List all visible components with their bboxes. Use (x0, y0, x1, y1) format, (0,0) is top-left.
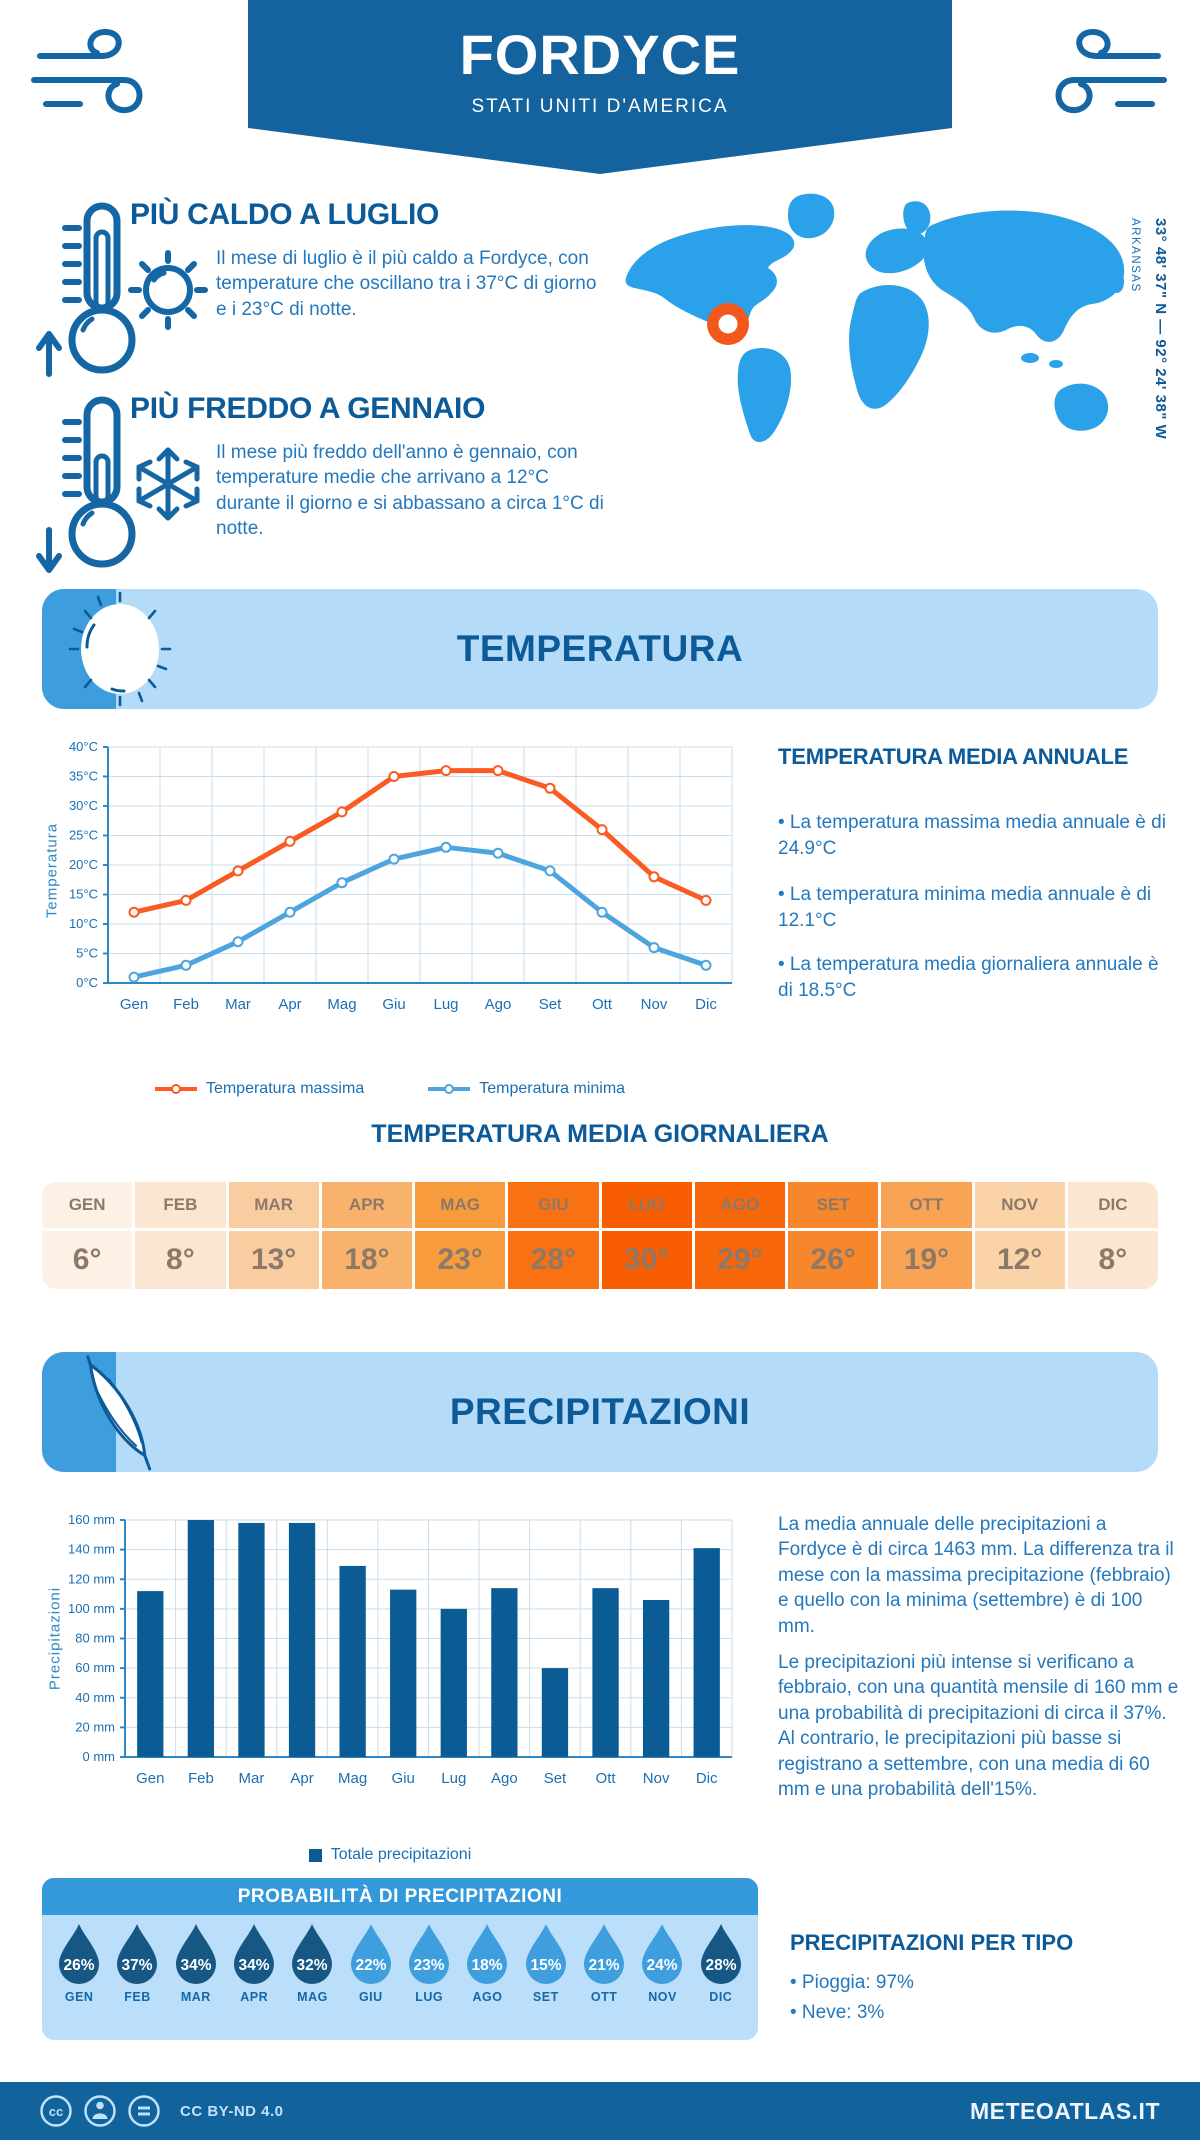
svg-text:28%: 28% (705, 1957, 737, 1974)
svg-text:Set: Set (538, 996, 562, 1013)
annual-bullet: • La temperatura minima media annuale è di 12.1°C (778, 884, 1152, 931)
table-month-header: GEN (42, 1182, 132, 1228)
probability-droplet (692, 1922, 750, 2004)
probability-droplet (342, 1922, 400, 2004)
svg-text:40 mm: 40 mm (75, 1689, 115, 1705)
section-precipitation-title: PRECIPITAZIONI (449, 1391, 751, 1432)
svg-text:Mar: Mar (225, 996, 251, 1013)
table-month-header: FEB (135, 1182, 225, 1228)
svg-text:34%: 34% (180, 1957, 212, 1974)
svg-text:Lug: Lug (441, 1770, 467, 1787)
droplet-month-label: OTT (590, 1990, 618, 2004)
table-month-header: GIU (508, 1182, 598, 1228)
temperature-chart-legend (40, 1080, 740, 1098)
svg-text:Mag: Mag (327, 996, 357, 1013)
droplet-month-label: AGO (472, 1990, 503, 2004)
license-badge[interactable] (38, 2093, 284, 2129)
svg-text:Set: Set (543, 1770, 567, 1787)
table-temperature-value: 26° (788, 1231, 878, 1289)
table-temperature-value: 8° (1068, 1231, 1158, 1289)
table-month-header: NOV (975, 1182, 1065, 1228)
table-temperature-value: 19° (881, 1231, 971, 1289)
table-temperature-value: 28° (508, 1231, 598, 1289)
probability-droplet (108, 1922, 166, 2004)
svg-text:Lug: Lug (433, 996, 459, 1013)
svg-text:120 mm: 120 mm (68, 1571, 115, 1587)
svg-text:15°C: 15°C (68, 886, 98, 902)
precipitation-paragraph: La media annuale delle precipitazioni a Fordyce è di circa 1463 mm. La differenza tra il mese con la massima precipitazione (febbraio) e quello con la minima (settembre) è di 100 mm. (778, 1514, 1174, 1637)
svg-text:Nov: Nov (642, 1770, 670, 1787)
cc-nd-icon (126, 2093, 162, 2129)
location-coordinates (1124, 218, 1172, 568)
svg-text:Feb: Feb (173, 996, 199, 1013)
svg-text:Giu: Giu (382, 996, 406, 1013)
table-month-header: SET (788, 1182, 878, 1228)
table-month-header: DIC (1068, 1182, 1158, 1228)
svg-text:20 mm: 20 mm (75, 1719, 115, 1735)
table-month-header: LUG (602, 1182, 692, 1228)
section-precipitation-band (42, 1352, 1158, 1472)
table-temperature-value: 6° (42, 1231, 132, 1289)
svg-text:Mar: Mar (238, 1770, 265, 1787)
svg-text:23%: 23% (413, 1957, 445, 1974)
svg-text:cc: cc (48, 2104, 64, 2119)
precipitation-paragraph: Le precipitazioni più intense si verificano a febbraio, con una quantità mensile di 160 mm e una probabilità di precipitazioni di circa il 37%. Al contrario, le precipitazioni più basse si registrano a settembre, con una media di 60 mm e una probabilità dell'15%. (778, 1652, 1179, 1801)
svg-text:10°C: 10°C (68, 916, 98, 931)
svg-text:21%: 21% (588, 1957, 620, 1974)
wind-gust-icon (26, 22, 146, 127)
footer-bar (0, 2082, 1200, 2140)
cold-month-title: PIÙ FREDDO A GENNAIO (130, 392, 486, 425)
probability-droplet (575, 1922, 633, 2004)
precipitation-chart-legend (40, 1846, 740, 1864)
droplet-month-label: SET (532, 1990, 559, 2004)
site-link[interactable]: METEOATLAS.IT (969, 2097, 1160, 2124)
svg-text:Ott: Ott (591, 996, 613, 1013)
precipitation-type-item: • Pioggia: 97% (790, 1972, 914, 1993)
svg-text:25°C: 25°C (68, 827, 98, 843)
svg-text:30°C: 30°C (68, 798, 98, 813)
daily-temperature-table (42, 1182, 1158, 1289)
droplet-month-label: APR (240, 1990, 269, 2004)
svg-text:60 mm: 60 mm (75, 1660, 115, 1676)
svg-text:Gen: Gen (119, 996, 149, 1013)
svg-text:35°C: 35°C (68, 768, 98, 784)
section-temperature-title: TEMPERATURA (456, 628, 744, 669)
precipitation-chart-ylabel: Precipitazioni (46, 1586, 64, 1691)
svg-text:20°C: 20°C (68, 857, 98, 872)
table-temperature-value: 23° (415, 1231, 505, 1289)
cc-attribution-icon (82, 2093, 118, 2129)
probability-droplet (633, 1922, 691, 2004)
table-month-header: MAG (415, 1182, 505, 1228)
droplet-month-label: FEB (124, 1990, 151, 2004)
location-marker (707, 303, 749, 345)
droplet-month-label: GEN (64, 1990, 94, 2004)
droplet-month-label: LUG (415, 1990, 444, 2004)
svg-text:Apr: Apr (278, 996, 302, 1013)
table-month-header: APR (322, 1182, 412, 1228)
daily-mean-title: TEMPERATURA MEDIA GIORNALIERA (371, 1120, 829, 1148)
svg-text:40°C: 40°C (68, 739, 98, 754)
precipitation-type-title: PRECIPITAZIONI PER TIPO (790, 1930, 1074, 1955)
svg-text:Ott: Ott (595, 1770, 616, 1787)
svg-text:160 mm: 160 mm (68, 1512, 115, 1527)
table-temperature-value: 30° (602, 1231, 692, 1289)
svg-text:24%: 24% (646, 1957, 678, 1974)
droplet-month-label: GIU (358, 1990, 383, 2004)
cc-icon (38, 2093, 74, 2129)
probability-droplet (283, 1922, 341, 2004)
legend-item: Temperatura minima (428, 1080, 625, 1098)
svg-text:15%: 15% (530, 1957, 562, 1974)
svg-text:Dic: Dic (695, 996, 717, 1013)
svg-text:Nov: Nov (640, 996, 668, 1013)
wind-gust-icon (1052, 22, 1172, 127)
legend-item: Totale precipitazioni (309, 1846, 472, 1864)
table-month-header: MAR (229, 1182, 319, 1228)
svg-text:22%: 22% (355, 1957, 387, 1974)
temperature-chart (40, 725, 740, 1065)
probability-droplet (517, 1922, 575, 2004)
svg-text:Ago: Ago (491, 1770, 518, 1787)
legend-item: Temperatura massima (155, 1080, 364, 1098)
header-banner-chevron (248, 128, 952, 174)
annual-summary-title: TEMPERATURA MEDIA ANNUALE (778, 744, 1129, 769)
svg-text:37%: 37% (121, 1957, 153, 1974)
annual-bullet: • La temperatura massima media annuale è di 24.9°C (778, 812, 1166, 859)
probability-droplets (50, 1922, 750, 2004)
table-temperature-value: 12° (975, 1231, 1065, 1289)
coordinates-text: 33° 48' 37" N — 92° 24' 38" W (1152, 218, 1169, 440)
precipitation-probability-box (42, 1878, 758, 2040)
cold-month-text: Il mese più freddo dell'anno è gennaio, con temperature medie che arrivano a 12°C durante il giorno e si abbassano a circa 1°C di notte. (216, 442, 604, 539)
page-title: FORDYCE (459, 23, 741, 86)
table-month-header: OTT (881, 1182, 971, 1228)
hot-month-text: Il mese di luglio è il più caldo a Fordyce, con temperature che oscillano tra i 37°C di giorno e i 23°C di notte. (216, 248, 597, 320)
droplet-month-label: NOV (648, 1990, 677, 2004)
svg-text:Feb: Feb (187, 1770, 214, 1787)
svg-text:0 mm: 0 mm (82, 1749, 115, 1764)
svg-text:140 mm: 140 mm (68, 1541, 115, 1557)
world-map (612, 182, 1132, 452)
svg-text:Dic: Dic (695, 1770, 718, 1787)
droplet-month-label: DIC (709, 1990, 733, 2004)
svg-text:5°C: 5°C (76, 945, 98, 961)
droplet-month-label: MAR (180, 1990, 211, 2004)
page-subtitle: STATI UNITI D'AMERICA (471, 96, 729, 117)
table-month-header: AGO (695, 1182, 785, 1228)
svg-text:26%: 26% (63, 1957, 95, 1974)
precipitation-chart (40, 1495, 740, 1830)
svg-text:Ago: Ago (484, 996, 512, 1013)
svg-text:Gen: Gen (136, 1770, 165, 1787)
svg-text:34%: 34% (238, 1957, 270, 1974)
license-text: CC BY-ND 4.0 (180, 2102, 284, 2120)
temperature-chart-ylabel: Temperatura (43, 822, 61, 919)
annual-bullet: • La temperatura media giornaliera annuale è di 18.5°C (778, 954, 1159, 1001)
section-temperature-band (42, 589, 1158, 709)
hot-month-title: PIÙ CALDO A LUGLIO (130, 198, 440, 231)
svg-text:Giu: Giu (391, 1770, 415, 1787)
precipitation-type-item: • Neve: 3% (790, 2002, 885, 2023)
probability-title: PROBABILITÀ DI PRECIPITAZIONI (42, 1878, 758, 1915)
svg-text:18%: 18% (471, 1957, 503, 1974)
region-label: ARKANSAS (1129, 218, 1141, 293)
probability-droplet (225, 1922, 283, 2004)
probability-droplet (400, 1922, 458, 2004)
droplet-month-label: MAG (297, 1990, 328, 2004)
svg-text:Mag: Mag (338, 1770, 368, 1787)
probability-droplet (167, 1922, 225, 2004)
table-temperature-value: 13° (229, 1231, 319, 1289)
svg-text:Apr: Apr (290, 1770, 314, 1787)
svg-text:0°C: 0°C (76, 975, 98, 990)
table-temperature-value: 8° (135, 1231, 225, 1289)
table-temperature-value: 29° (695, 1231, 785, 1289)
table-temperature-value: 18° (322, 1231, 412, 1289)
probability-droplet (458, 1922, 516, 2004)
svg-text:80 mm: 80 mm (75, 1630, 115, 1646)
svg-text:100 mm: 100 mm (68, 1600, 115, 1616)
probability-droplet (50, 1922, 108, 2004)
svg-text:32%: 32% (296, 1957, 328, 1974)
